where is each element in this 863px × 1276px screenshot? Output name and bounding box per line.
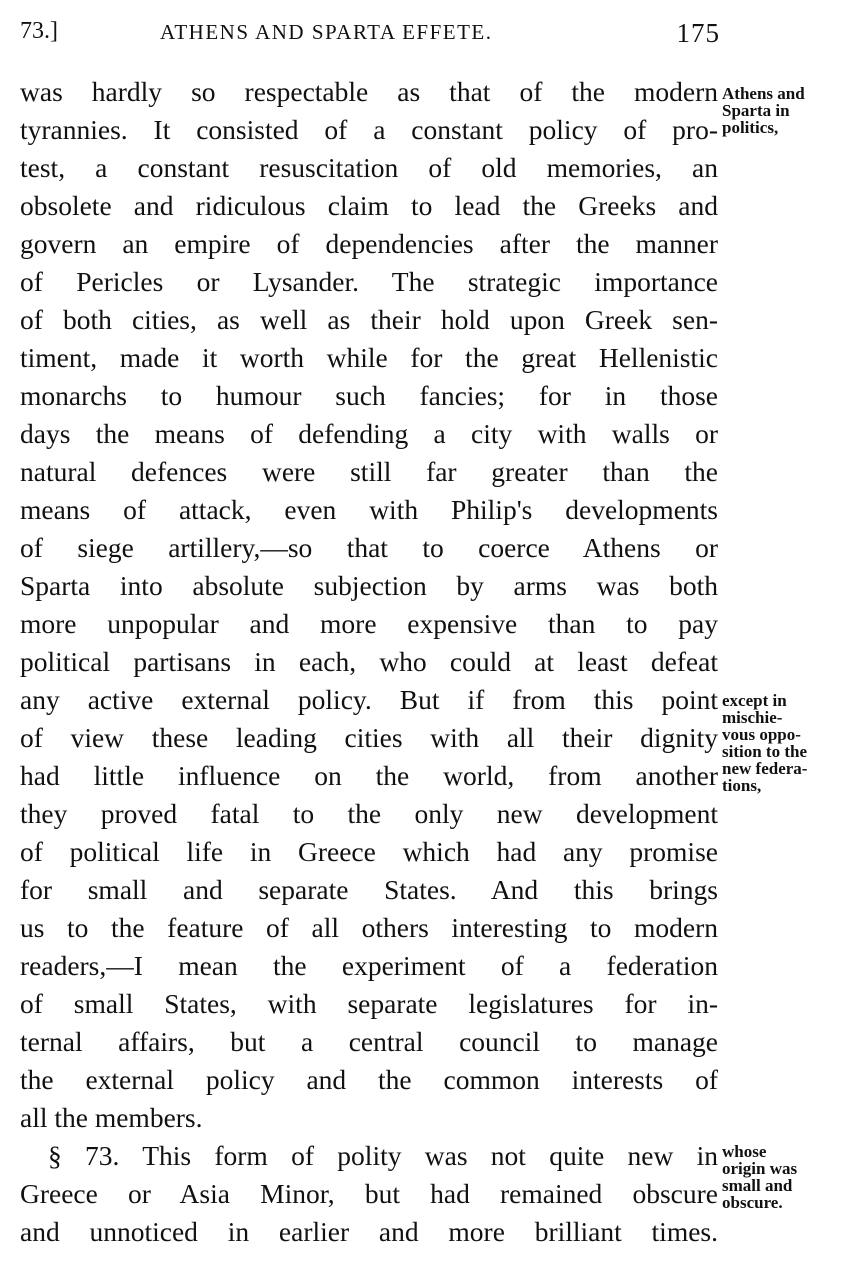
text-line: political partisans in each, who could at least defeat	[20, 646, 718, 677]
text-line: had little influence on the world, from another	[20, 760, 718, 791]
text-line: and unnoticed in earlier and more brilliant times.	[20, 1216, 718, 1247]
text-line: timent, made it worth while for the great Hellenistic	[20, 342, 718, 373]
text-line: of political life in Greece which had any promise	[20, 836, 718, 867]
running-header	[20, 18, 720, 52]
text-line: of both cities, as well as their hold upon Greek sen-	[20, 304, 718, 335]
text-line: govern an empire of dependencies after the manner	[20, 228, 718, 259]
margin-note-line: origin was	[722, 1159, 798, 1178]
margin-note-line: sition to the	[722, 742, 807, 761]
text-line: was hardly so respectable as that of the modern	[20, 76, 718, 107]
margin-note-line: whose	[722, 1142, 767, 1161]
text-line: obsolete and ridiculous claim to lead the Greeks and	[20, 190, 718, 221]
text-line: us to the feature of all others interesting to modern	[20, 912, 718, 943]
text-line: natural defences were still far greater than the	[20, 456, 718, 487]
margin-note-origin	[722, 1143, 862, 1211]
text-line: the external policy and the common interests of	[20, 1064, 718, 1095]
text-line: of Pericles or Lysander. The strategic importance	[20, 266, 718, 297]
margin-note-line: except in	[722, 691, 787, 710]
text-line: days the means of defending a city with walls or	[20, 418, 718, 449]
text-line: of view these leading cities with all their dignity	[20, 722, 718, 753]
text-line: more unpopular and more expensive than to pay	[20, 608, 718, 639]
margin-note-line: new federa-	[722, 759, 808, 778]
text-line: monarchs to humour such fancies; for in those	[20, 380, 718, 411]
page-number: 175	[676, 18, 720, 48]
section-marker: 73.]	[20, 18, 58, 44]
margin-note-line: mischie-	[722, 708, 783, 727]
text-line: they proved fatal to the only new development	[20, 798, 718, 829]
margin-note-line: Athens and	[722, 84, 805, 103]
text-line: for small and separate States. And this brings	[20, 874, 718, 905]
running-title: ATHENS AND SPARTA EFFETE.	[160, 20, 493, 44]
body-text	[20, 73, 718, 1251]
margin-note-line: tions,	[722, 776, 762, 795]
text-line: any active external policy. But if from this point	[20, 684, 718, 715]
margin-note-line: politics,	[722, 118, 779, 137]
text-line: Sparta into absolute subjection by arms was both	[20, 570, 718, 601]
text-line: all the members.	[20, 1102, 203, 1133]
text-line: ternal affairs, but a central council to manage	[20, 1026, 718, 1057]
margin-note-line: Sparta in	[722, 101, 790, 120]
margin-note-line: obscure.	[722, 1193, 783, 1212]
margin-note-line: small and	[722, 1176, 793, 1195]
margin-note-opposition	[722, 692, 862, 794]
text-line: tyrannies. It consisted of a constant policy of pro-	[20, 114, 718, 145]
text-line: of small States, with separate legislatures for in-	[20, 988, 718, 1019]
margin-note-athens-sparta	[722, 85, 862, 136]
text-line: readers,—I mean the experiment of a federation	[20, 950, 718, 981]
text-line: of siege artillery,—so that to coerce Athens or	[20, 532, 718, 563]
text-line: means of attack, even with Philip's developments	[20, 494, 718, 525]
text-line: Greece or Asia Minor, but had remained obscure	[20, 1178, 718, 1209]
text-line: test, a constant resuscitation of old memories, an	[20, 152, 718, 183]
section-start-line: § 73. This form of polity was not quite new in	[48, 1140, 718, 1171]
margin-note-line: vous oppo-	[722, 725, 801, 744]
